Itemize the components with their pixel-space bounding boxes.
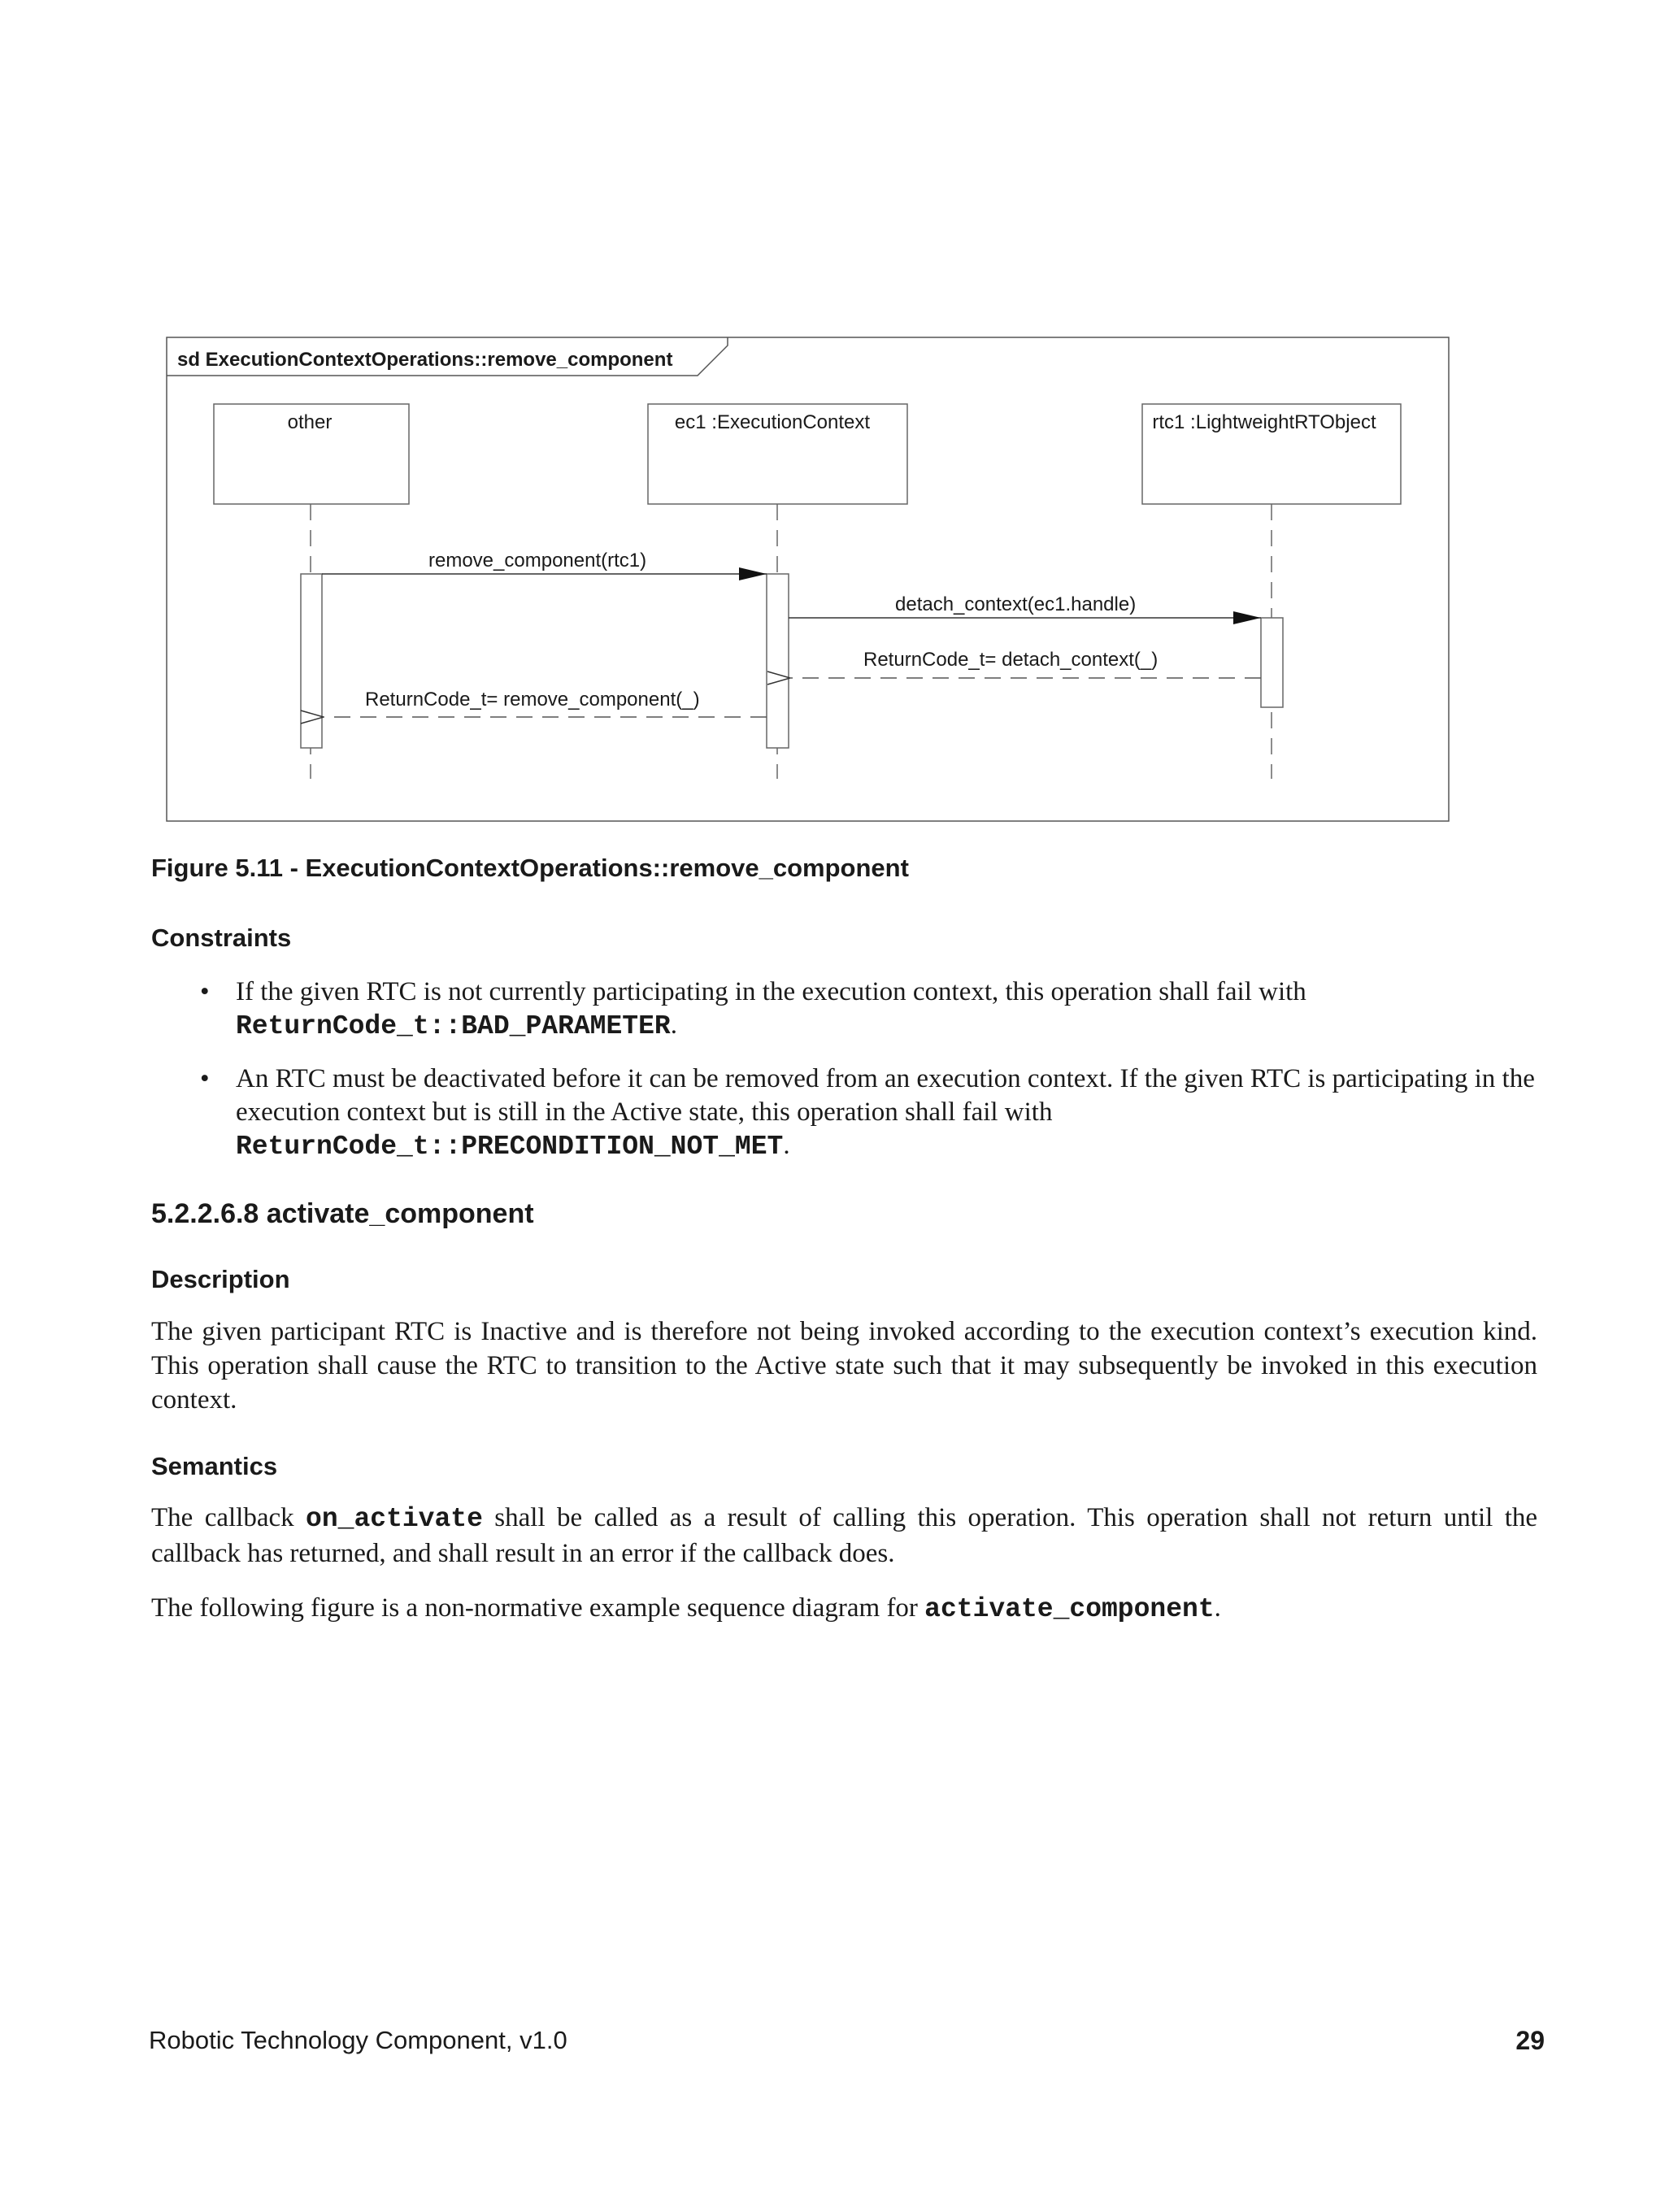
semantics-paragraph-1 — [151, 1501, 1537, 1571]
activation-bar-other — [301, 574, 322, 748]
constraint-code-1: ReturnCode_t::BAD_PARAMETER — [236, 1011, 671, 1041]
lifeline-label-ec1: ec1 :ExecutionContext — [674, 411, 871, 433]
semantics-paragraph-2 — [151, 1591, 1537, 1627]
semantics-p1-code: on_activate — [306, 1504, 483, 1534]
figure-caption: Figure 5.11 - ExecutionContextOperations::remove_component — [151, 854, 909, 882]
constraint-code-2: ReturnCode_t::PRECONDITION_NOT_MET — [236, 1132, 784, 1162]
activation-bar-rtc1 — [1261, 618, 1283, 707]
footer-title: Robotic Technology Component, v1.0 — [149, 2026, 567, 2054]
lifeline-rtc1 — [1142, 404, 1401, 779]
lifeline-label-other: other — [287, 411, 333, 433]
section-title: 5.2.2.6.8 activate_component — [151, 1198, 534, 1229]
description-text: The given participant RTC is Inactive and is therefore not being invoked according to the execution context’s execution kind. This operation shall cause the RTC to transition to the Active state such that it may subsequently be invoked in this execution context. — [151, 1317, 1537, 1415]
constraint-tail-1: . — [670, 1010, 677, 1040]
message-detach-context-label: detach_context(ec1.handle) — [895, 593, 1137, 615]
lifeline-label-rtc1: rtc1 :LightweightRTObject — [1152, 411, 1376, 433]
description-heading: Description — [151, 1265, 290, 1293]
semantics-p1-before: The callback — [151, 1503, 294, 1532]
frame-label: sd ExecutionContextOperations::remove_component — [177, 349, 673, 371]
sequence-diagram — [0, 0, 1665, 845]
constraint-item-1 — [195, 976, 1545, 1043]
semantics-heading: Semantics — [151, 1452, 278, 1480]
constraint-text-2: An RTC must be deactivated before it can be removed from an execution context. If the given RTC is participating in the execution context but is still in the Active state, this operation shall fail with — [236, 1064, 1535, 1127]
constraint-tail-2: . — [783, 1131, 790, 1160]
constraints-heading: Constraints — [151, 923, 292, 952]
bullet-icon: • — [200, 977, 210, 1006]
message-remove-component-label: remove_component(rtc1) — [428, 550, 647, 571]
semantics-p2-after: . — [1214, 1593, 1221, 1623]
semantics-p1-after: shall be called as a result of calling this operation. This operation shall not return until the callback has returned, and shall result in an error if the callback does. — [151, 1503, 1538, 1568]
constraint-item-2 — [195, 1063, 1545, 1163]
constraint-text-1: If the given RTC is not currently participating in the execution context, this operation shall fail with — [236, 977, 1306, 1006]
message-remove-component-return-label: ReturnCode_t= remove_component(_) — [365, 689, 700, 711]
bullet-icon: • — [200, 1064, 210, 1093]
message-detach-context-return-label: ReturnCode_t= detach_context(_) — [863, 649, 1159, 671]
page-number: 29 — [1515, 2026, 1545, 2055]
constraints-list — [195, 976, 1545, 1163]
semantics-p2-before: The following figure is a non-normative example sequence diagram for — [151, 1593, 918, 1623]
semantics-p2-code: activate_component — [924, 1594, 1215, 1624]
activation-bar-ec1 — [767, 574, 789, 748]
